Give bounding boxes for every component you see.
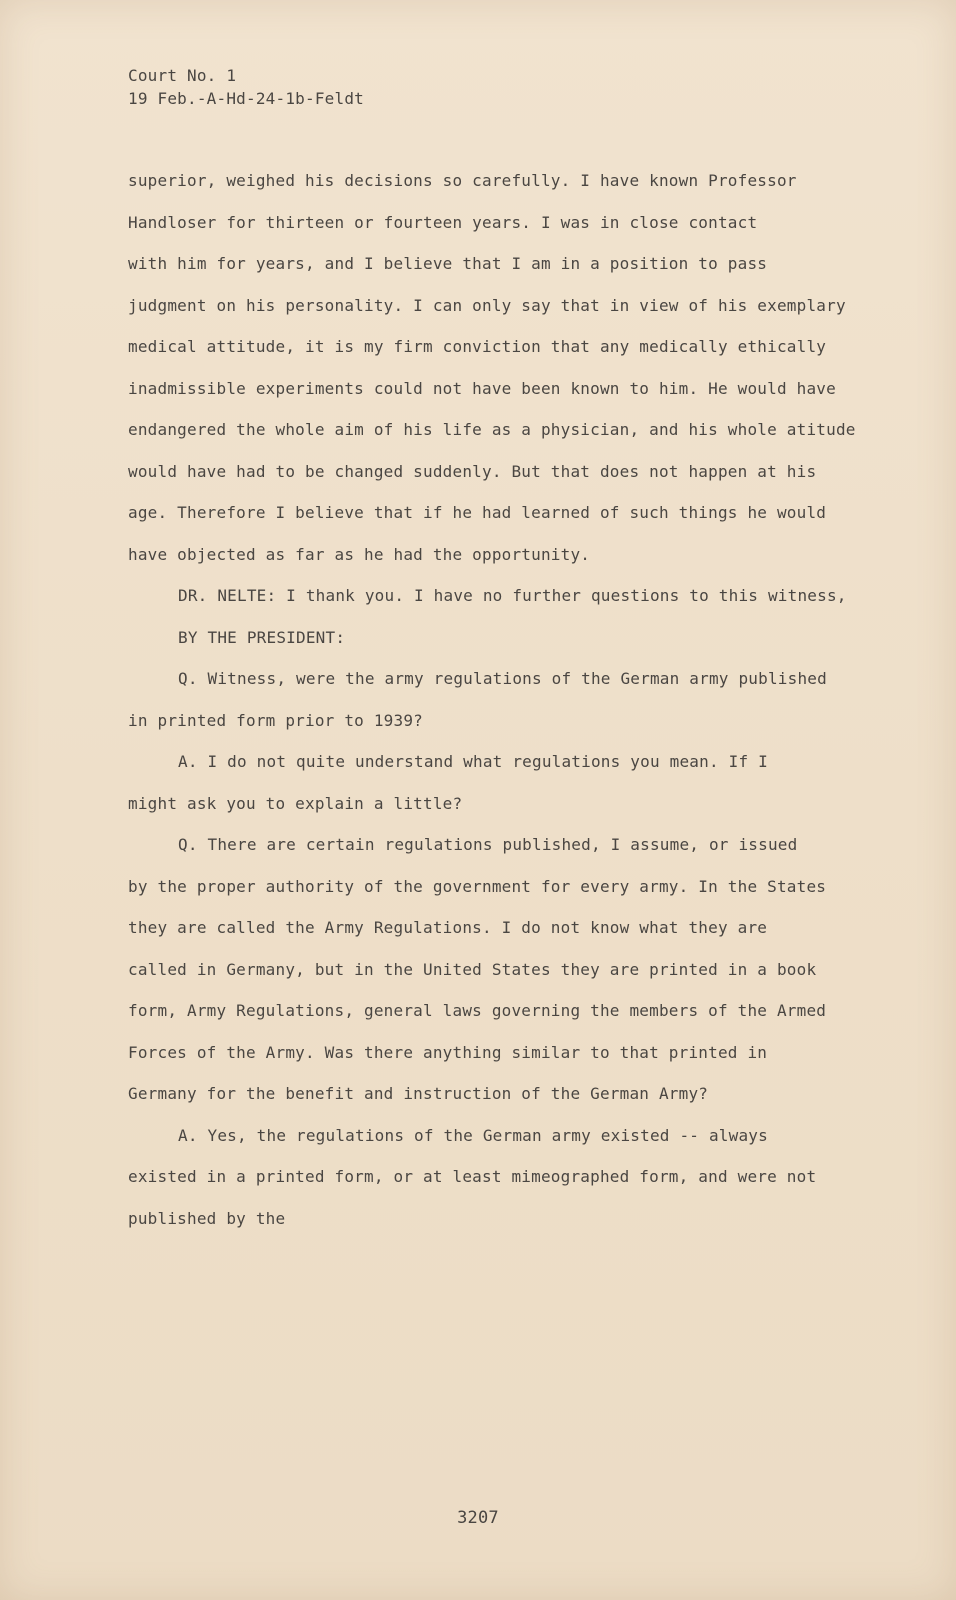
- transcript-line: with him for years, and I believe that I am in a position to pass: [128, 254, 768, 273]
- answer-line: A. I do not quite understand what regulations you mean. If I: [178, 752, 768, 771]
- transcript-line: Handloser for thirteen or fourteen years. I was in close contact: [128, 212, 758, 232]
- transcript-body: [128, 170, 898, 1249]
- transcript-line: have objected as far as he had the opportunity.: [128, 544, 591, 564]
- answer-line: A. Yes, the regulations of the German army existed -- always: [178, 1125, 768, 1145]
- transcript-line: superior, weighed his decisions so carefully. I have known Professor: [128, 171, 797, 190]
- page-number: 3207: [457, 1508, 499, 1528]
- document-header: [128, 64, 364, 110]
- transcript-line: Germany for the benefit and instruction of the German Army?: [128, 1084, 709, 1103]
- transcript-line: age. Therefore I believe that if he had learned of such things he would: [128, 503, 827, 522]
- transcript-line: would have had to be changed suddenly. But that does not happen at his: [128, 461, 817, 481]
- transcript-line: by the proper authority of the government for every army. In the States: [128, 876, 827, 896]
- transcript-line: judgment on his personality. I can only say that in view of his exemplary: [128, 295, 846, 315]
- transcript-line: published by the: [128, 1208, 286, 1228]
- question-line: Q. There are certain regulations published, I assume, or issued: [178, 835, 798, 854]
- examination-heading: BY THE PRESIDENT:: [178, 627, 346, 647]
- transcript-line: they are called the Army Regulations. I do not know what they are: [128, 918, 768, 937]
- transcript-line: inadmissible experiments could not have been known to him. He would have: [128, 378, 836, 398]
- transcript-line: medical attitude, it is my firm conviction that any medically ethically: [128, 337, 827, 356]
- speaker-line: DR. NELTE: I thank you. I have no further questions to this witness,: [178, 586, 847, 605]
- court-number: Court No. 1: [128, 66, 237, 85]
- transcript-line: in printed form prior to 1939?: [128, 710, 423, 730]
- transcript-line: called in Germany, but in the United States they are printed in a book: [128, 959, 817, 979]
- transcript-line: form, Army Regulations, general laws governing the members of the Armed: [128, 1001, 827, 1020]
- transcript-line: endangered the whole aim of his life as a physician, and his whole atitude: [128, 420, 856, 439]
- transcript-line: existed in a printed form, or at least mimeographed form, and were not: [128, 1167, 817, 1186]
- question-line: Q. Witness, were the army regulations of the German army published: [178, 669, 827, 688]
- transcript-line: might ask you to explain a little?: [128, 793, 463, 813]
- transcript-line: Forces of the Army. Was there anything similar to that printed in: [128, 1042, 768, 1062]
- document-reference: 19 Feb.-A-Hd-24-1b-Feldt: [128, 89, 364, 108]
